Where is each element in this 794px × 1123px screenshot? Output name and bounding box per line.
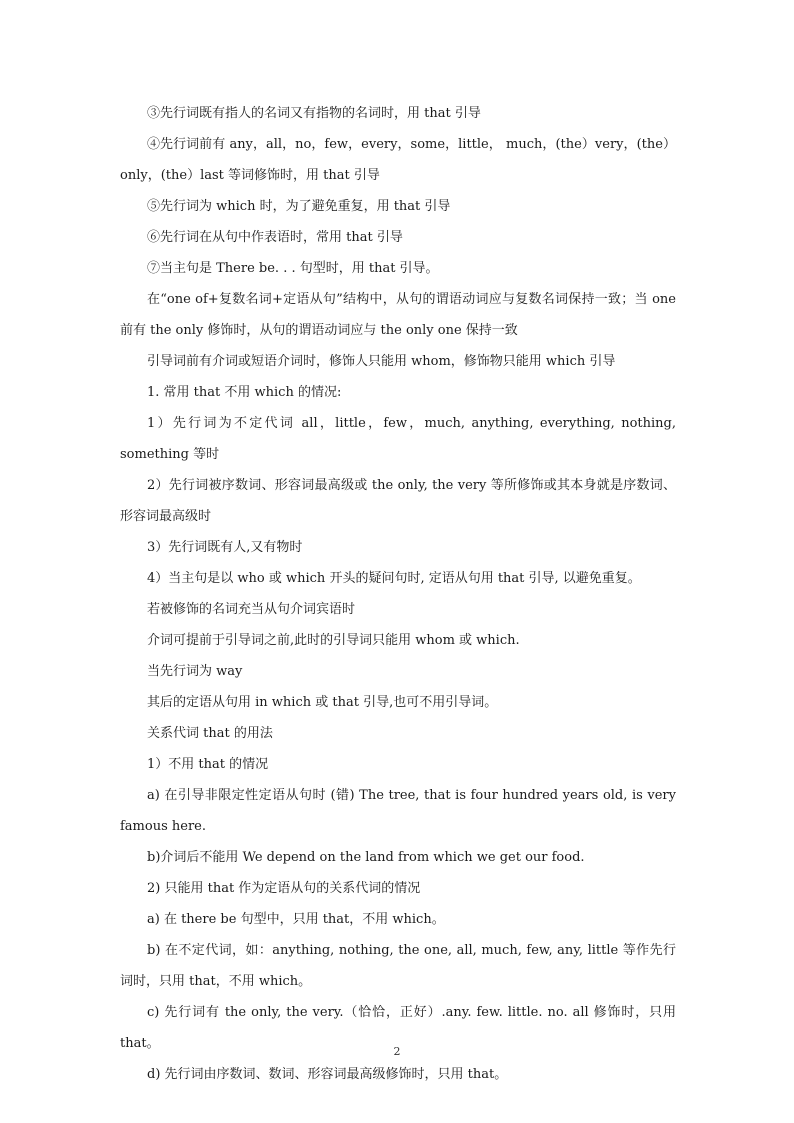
paragraph: 介词可提前于引导词之前,此时的引导词只能用 whom 或 which. [147, 633, 520, 648]
paragraph: 在“one of+复数名词+定语从句”结构中，从句的谓语动词应与复数名词保持一致；当 one 前有 the only 修饰时，从句的谓语动词应与 the only one 保持一致 [120, 292, 676, 338]
paragraph: ④先行词前有 any，all，no，few，every，some，little， much，(the）very，(the）only，(the）last 等词修饰时，用 that 引导 [120, 137, 676, 183]
paragraph: 2）先行词被序数词、形容词最高级或 the only, the very 等所修饰或其本身就是序数词、形容词最高级时 [120, 478, 676, 524]
paragraph: a) 在 there be 句型中，只用 that，不用 which。 [147, 912, 445, 927]
paragraph: 3）先行词既有人,又有物时 [147, 540, 303, 555]
paragraph: ⑦当主句是 There be. . . 句型时，用 that 引导。 [147, 261, 439, 276]
paragraph: a) 在引导非限定性定语从句时 (错) The tree, that is four hundred years old, is very famous here. [120, 788, 676, 834]
paragraph: 4）当主句是以 who 或 which 开头的疑问句时, 定语从句用 that 引导, 以避免重复。 [147, 571, 641, 586]
paragraph: 当先行词为 way [147, 664, 243, 679]
paragraph: ⑥先行词在从句中作表语时，常用 that 引导 [147, 230, 403, 245]
paragraph: c) 先行词有 the only, the very.（恰恰，正好）.any. few. little. no. all 修饰时，只用 that。 [120, 1005, 676, 1051]
paragraph: 1）先行词为不定代词 all，little，few，much, anything, everything, nothing, something 等时 [120, 416, 676, 462]
paragraph: ⑤先行词为 which 时，为了避免重复，用 that 引导 [147, 199, 451, 214]
paragraph: d) 先行词由序数词、数词、形容词最高级修饰时，只用 that。 [147, 1067, 508, 1082]
paragraph: 1. 常用 that 不用 which 的情况: [147, 385, 342, 400]
paragraph: b) 在不定代词，如：anything, nothing, the one, all, much, few, any, little 等作先行词时，只用 that，不用 which。 [120, 943, 676, 989]
paragraph: 若被修饰的名词充当从句介词宾语时 [147, 602, 356, 617]
paragraph: 关系代词 that 的用法 [147, 726, 273, 741]
paragraph: 其后的定语从句用 in which 或 that 引导,也可不用引导词。 [147, 695, 498, 710]
paragraph: 1）不用 that 的情况 [147, 757, 269, 772]
paragraph: 2) 只能用 that 作为定语从句的关系代词的情况 [147, 881, 421, 896]
paragraph: 引导词前有介词或短语介词时，修饰人只能用 whom，修饰物只能用 which 引导 [147, 354, 616, 369]
paragraph: b)介词后不能用 We depend on the land from which we get our food. [147, 850, 585, 865]
document-body [120, 98, 676, 1090]
page-number: 2 [393, 1045, 401, 1058]
paragraph: ③先行词既有指人的名词又有指物的名词时，用 that 引导 [147, 106, 481, 121]
